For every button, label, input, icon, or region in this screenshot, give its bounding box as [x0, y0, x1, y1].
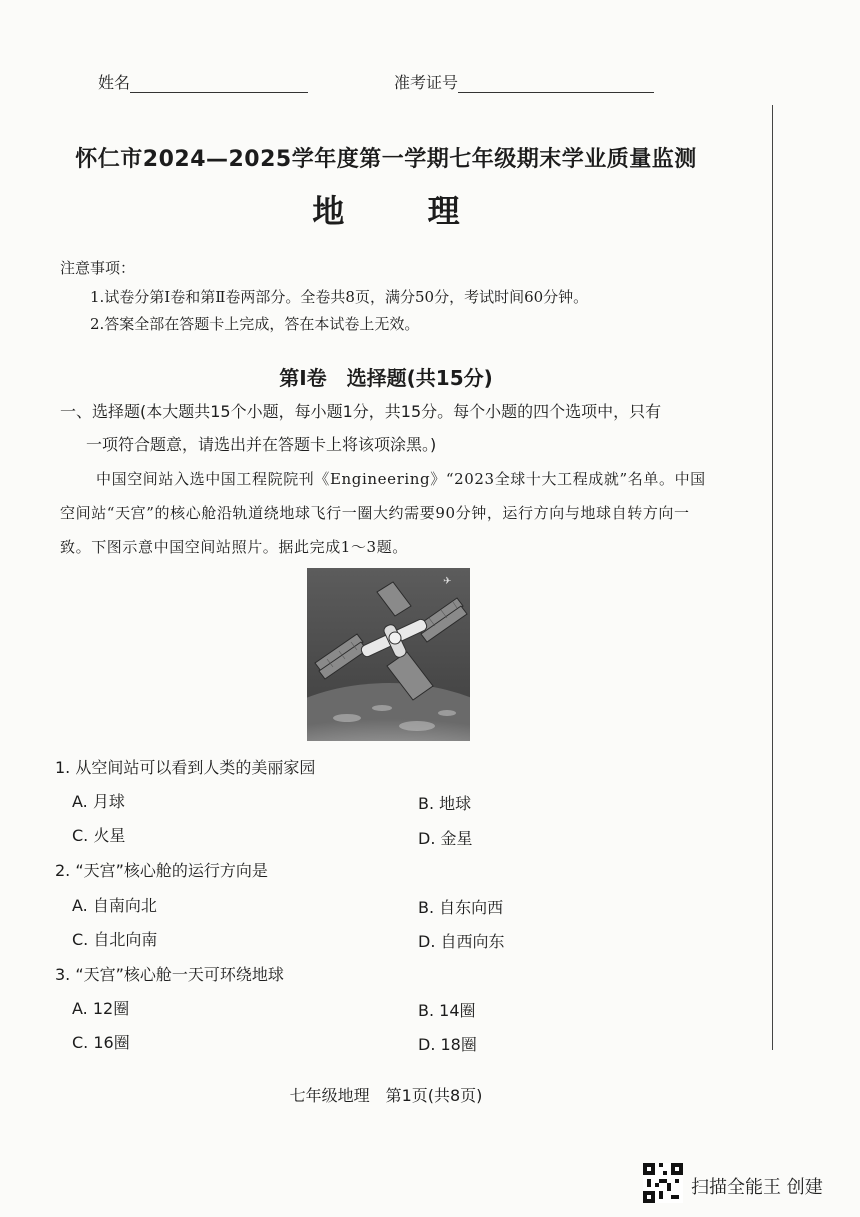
option-a: A. 自南向北	[72, 896, 157, 915]
notes-heading: 注意事项：	[60, 259, 136, 277]
qr-code-icon	[643, 1163, 683, 1208]
note-item: 1.试卷分第Ⅰ卷和第Ⅱ卷两部分。全卷共8页，满分50分，考试时间60分钟。	[90, 288, 589, 306]
option-d: D. 金星	[418, 829, 473, 848]
space-station-photo	[307, 568, 470, 741]
subject-title: 地 理	[312, 192, 496, 230]
binding-margin-line	[772, 105, 773, 1050]
exam-id-blank-line	[458, 74, 654, 93]
scanner-watermark	[643, 1163, 823, 1208]
question-stem: 3. “天宫”核心舱一天可环绕地球	[55, 965, 284, 984]
option-a: A. 12圈	[72, 999, 130, 1018]
svg-text:✈: ✈	[443, 576, 452, 587]
page-footer: 七年级地理 第1页(共8页)	[289, 1086, 483, 1105]
option-c: C. 火星	[72, 826, 126, 845]
option-d: D. 自西向东	[418, 932, 505, 951]
option-c: C. 16圈	[72, 1033, 130, 1052]
question-stem: 2. “天宫”核心舱的运行方向是	[55, 861, 268, 880]
option-b: B. 自东向西	[418, 898, 504, 917]
name-blank-line	[130, 74, 308, 93]
note-item: 2.答案全部在答题卡上完成，答在本试卷上无效。	[90, 315, 420, 333]
option-b: B. 14圈	[418, 1001, 476, 1020]
name-label: 姓名	[98, 73, 131, 92]
option-a: A. 月球	[72, 792, 125, 811]
part-instruction-line-1: 一、选择题(本大题共15个小题，每小题1分，共15分。每个小题的四个选项中，只有	[60, 402, 662, 421]
name-field	[98, 70, 308, 93]
part-instruction-line-2: 一项符合题意，请选出并在答题卡上将该项涂黑。)	[86, 435, 437, 454]
option-c: C. 自北向南	[72, 930, 158, 949]
watermark-text: 扫描全能王 创建	[691, 1176, 823, 1198]
section-title: 第Ⅰ卷 选择题(共15分)	[279, 366, 493, 390]
exam-id-field	[394, 70, 654, 93]
option-d: D. 18圈	[418, 1035, 477, 1054]
exam-id-label: 准考证号	[394, 73, 459, 92]
question-stem: 1. 从空间站可以看到人类的美丽家园	[55, 758, 316, 777]
exam-title: 怀仁市2024—2025学年度第一学期七年级期末学业质量监测	[75, 147, 697, 172]
reading-passage: 中国空间站入选中国工程院院刊《Engineering》“2023全球十大工程成就”名单。中国空间站“天宫”的核心舱沿轨道绕地球飞行一圈大约需要90分钟，运行方向与地球自转方向一致。下图示意中国空间站照片。据此完成1～3题。	[60, 470, 706, 556]
option-b: B. 地球	[418, 794, 472, 813]
